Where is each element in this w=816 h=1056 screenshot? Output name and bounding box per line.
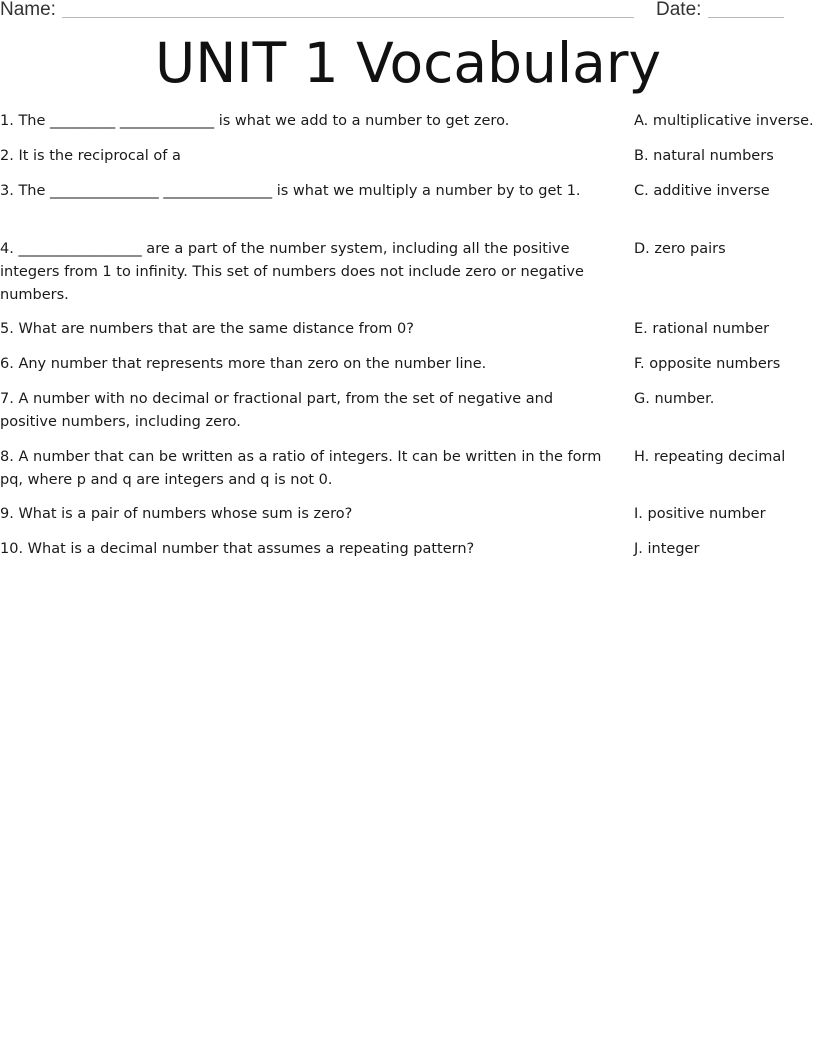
option-f: F. opposite numbers xyxy=(634,356,781,372)
option-b: B. natural numbers xyxy=(634,148,774,164)
clue-10: 10. What is a decimal number that assumes a repeating pattern? xyxy=(0,541,475,557)
name-field-line[interactable] xyxy=(62,17,634,18)
clue-1: 1. The _________ _____________ is what we add to a number to get zero. xyxy=(0,113,510,129)
option-d: D. zero pairs xyxy=(634,241,726,257)
clue-2: 2. It is the reciprocal of a xyxy=(0,148,181,164)
clue-4: 4. _________________ are a part of the number system, including all the positive integers from 1 to infinity. This set of numbers does not include zero or negative numbers. xyxy=(0,241,584,303)
clue-3: 3. The _______________ _______________ is what we multiply a number by to get 1. xyxy=(0,183,581,199)
clue-9: 9. What is a pair of numbers whose sum is zero? xyxy=(0,506,353,522)
option-a: A. multiplicative inverse. xyxy=(634,113,814,129)
clue-8: 8. A number that can be written as a ratio of integers. It can be written in the form pq, where p and q are integers and q is not 0. xyxy=(0,449,602,488)
name-label: Name: xyxy=(0,0,56,20)
clue-6: 6. Any number that represents more than zero on the number line. xyxy=(0,356,487,372)
clue-5: 5. What are numbers that are the same distance from 0? xyxy=(0,321,414,337)
date-label: Date: xyxy=(656,0,702,20)
page-title: UNIT 1 Vocabulary xyxy=(154,31,662,95)
date-field-line[interactable] xyxy=(708,17,784,18)
name-date-header xyxy=(0,0,816,26)
option-j: J. integer xyxy=(634,541,700,557)
option-g: G. number. xyxy=(634,391,715,407)
option-c: C. additive inverse xyxy=(634,183,770,199)
option-h: H. repeating decimal xyxy=(634,449,786,465)
option-i: I. positive number xyxy=(634,506,766,522)
clue-7: 7. A number with no decimal or fractional part, from the set of negative and positive numbers, including zero. xyxy=(0,391,554,430)
option-e: E. rational number xyxy=(634,321,770,337)
